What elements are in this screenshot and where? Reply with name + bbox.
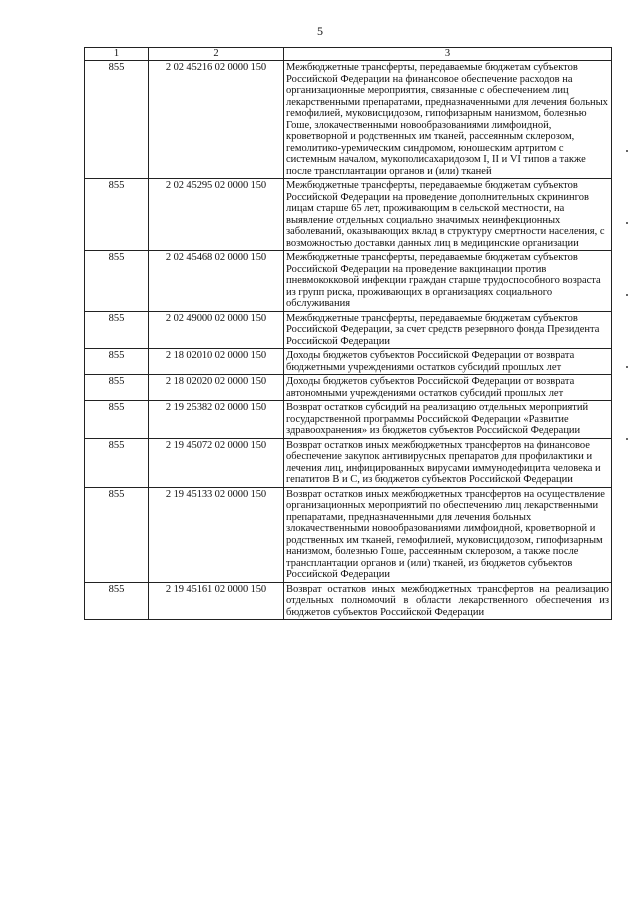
budget-code-cell: 2 02 49000 02 0000 150 — [149, 311, 284, 349]
scan-mark — [626, 366, 628, 368]
column-header-2: 2 — [149, 48, 284, 61]
scan-mark — [626, 294, 628, 296]
table-row — [85, 61, 612, 179]
admin-code-cell: 855 — [85, 438, 149, 487]
budget-code-cell: 2 02 45468 02 0000 150 — [149, 251, 284, 312]
table-row — [85, 311, 612, 349]
budget-code-cell: 2 18 02020 02 0000 150 — [149, 375, 284, 401]
budget-classification-table — [84, 47, 612, 620]
table-row — [85, 375, 612, 401]
table-row — [85, 582, 612, 620]
income-name-cell: Возврат остатков иных межбюджетных трансфертов на финансовое обеспечение закупок антивирусных препаратов для профилактики и лечения лиц, инфицированных вирусами иммунодефицита человека и гепатитов В и С, из бюджетов субъектов Российской Федерации — [284, 438, 612, 487]
table-header-row — [85, 48, 612, 61]
column-header-3: 3 — [284, 48, 612, 61]
scan-mark — [626, 222, 628, 224]
scan-mark — [626, 150, 628, 152]
admin-code-cell: 855 — [85, 487, 149, 582]
table-row — [85, 401, 612, 439]
admin-code-cell: 855 — [85, 179, 149, 251]
budget-code-cell: 2 02 45216 02 0000 150 — [149, 61, 284, 179]
table-row — [85, 251, 612, 312]
budget-code-cell: 2 19 45133 02 0000 150 — [149, 487, 284, 582]
income-name-cell: Межбюджетные трансферты, передаваемые бюджетам субъектов Российской Федерации, за счет средств резервного фонда Президента Российской Федерации — [284, 311, 612, 349]
income-name-cell: Возврат остатков иных межбюджетных трансфертов на осуществление организационных мероприятий по обеспечению лиц лекарственными препаратами, предназначенными для лечения больных злокачественными новообразованиями лимфоидной, кроветворной и родственных им тканей, гемофилией, муковисцидозом, гипофизарным нанизмом, болезнью Гоше, рассеянным склерозом, а также после трансплантации органов и (или) тканей, из бюджетов субъектов Российской Федерации — [284, 487, 612, 582]
margin-scan-marks — [626, 150, 634, 510]
column-header-1: 1 — [85, 48, 149, 61]
admin-code-cell: 855 — [85, 582, 149, 620]
income-name-cell: Доходы бюджетов субъектов Российской Федерации от возврата автономными учреждениями остатков субсидий прошлых лет — [284, 375, 612, 401]
admin-code-cell: 855 — [85, 61, 149, 179]
budget-code-cell: 2 19 25382 02 0000 150 — [149, 401, 284, 439]
admin-code-cell: 855 — [85, 375, 149, 401]
income-name-cell: Возврат остатков субсидий на реализацию отдельных мероприятий государственной программы Российской Федерации «Развитие здравоохранения» из бюджетов субъектов Российской Федерации — [284, 401, 612, 439]
table-row — [85, 438, 612, 487]
budget-code-cell: 2 02 45295 02 0000 150 — [149, 179, 284, 251]
admin-code-cell: 855 — [85, 349, 149, 375]
income-name-cell: Межбюджетные трансферты, передаваемые бюджетам субъектов Российской Федерации на проведение дополнительных скринингов лицам старше 65 лет, проживающим в сельской местности, на выявление отдельных социально значимых неинфекционных заболеваний, оказывающих вклад в структуру смертности населения, с возможностью доставки данных лиц в медицинские организации — [284, 179, 612, 251]
income-name-cell: Межбюджетные трансферты, передаваемые бюджетам субъектов Российской Федерации на финансовое обеспечение расходов на организационные мероприятия, связанные с обеспечением лиц лекарственными препаратами, предназначенными для лечения больных гемофилией, муковисцидозом, гипофизарным нанизмом, болезнью Гоше, злокачественными новообразованиями лимфоидной, кроветворной и родственных им тканей, рассеянным склерозом, гемолитико-уремическим синдромом, юношеским артритом с системным началом, мукополисахаридозом I, II и VI типов а также после трансплантации органов и (или) тканей — [284, 61, 612, 179]
admin-code-cell: 855 — [85, 311, 149, 349]
table-row — [85, 349, 612, 375]
page-number: 5 — [317, 24, 323, 38]
income-name-cell: Межбюджетные трансферты, передаваемые бюджетам субъектов Российской Федерации на проведение вакцинации против пневмококковой инфекции граждан старше трудоспособного возраста из групп риска, проживающих в организациях социального обслуживания — [284, 251, 612, 312]
admin-code-cell: 855 — [85, 401, 149, 439]
income-name-cell: Доходы бюджетов субъектов Российской Федерации от возврата бюджетными учреждениями остатков субсидий прошлых лет — [284, 349, 612, 375]
admin-code-cell: 855 — [85, 251, 149, 312]
income-name-cell: Возврат остатков иных межбюджетных трансфертов на реализацию отдельных полномочий в области лекарственного обеспечения из бюджетов субъектов Российской Федерации — [284, 582, 612, 620]
table-row — [85, 179, 612, 251]
budget-code-cell: 2 19 45072 02 0000 150 — [149, 438, 284, 487]
budget-code-cell: 2 18 02010 02 0000 150 — [149, 349, 284, 375]
budget-code-cell: 2 19 45161 02 0000 150 — [149, 582, 284, 620]
scan-mark — [626, 438, 628, 440]
table-row — [85, 487, 612, 582]
